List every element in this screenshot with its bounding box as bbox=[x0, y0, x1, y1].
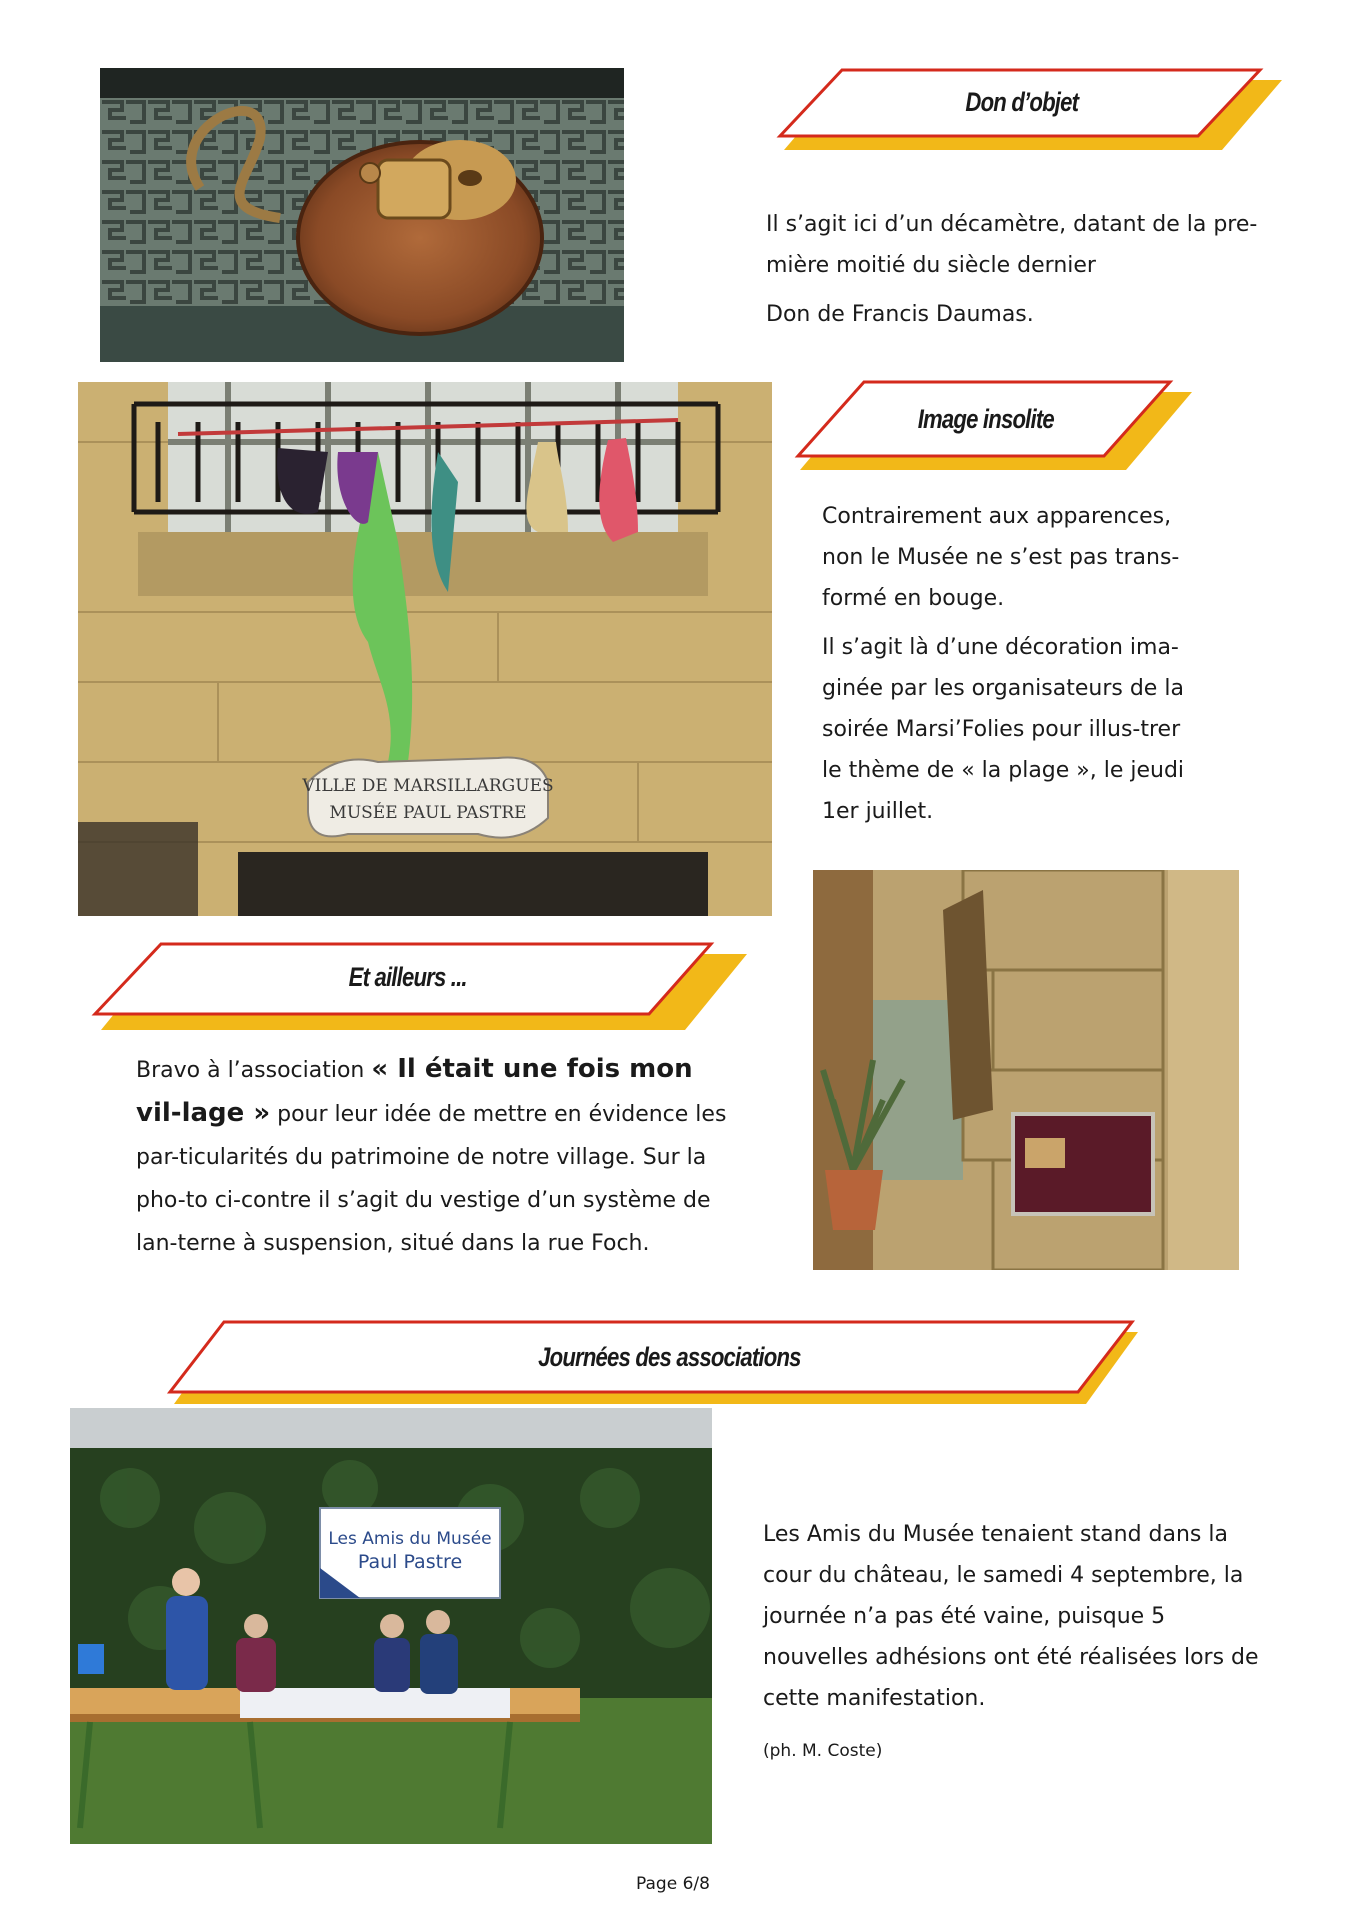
section-title-don-objet: Don d’objet bbox=[965, 86, 1079, 117]
section-banner-et-ailleurs bbox=[95, 944, 745, 1020]
paragraph: Il s’agit là d’une décoration ima-ginée par les organisateurs de la soirée Marsi’Folies pour illus-trer le thème de « la plage », le jeudi 1er juillet. bbox=[822, 635, 1185, 824]
section-title-image-insolite: Image insolite bbox=[917, 403, 1054, 434]
paragraph: Il s’agit ici d’un décamètre, datant de la pre-mière moitié du siècle dernier bbox=[766, 212, 1258, 278]
stand-banner-line-1: Les Amis du Musée bbox=[328, 1529, 492, 1549]
photo-association-stand bbox=[70, 1408, 712, 1844]
paragraph-rest: pour leur idée de mettre en évidence les par-ticularités du patrimoine de notre village. Sur la pho-to ci-contre il s’agit du vestige d’un système de lan-terne à suspension, situé dans la rue Foch. bbox=[136, 1102, 727, 1256]
photo-decametre bbox=[100, 68, 624, 362]
association-name: « Il était une fois mon vil-lage » bbox=[136, 1054, 693, 1128]
section-banner-don-objet bbox=[780, 68, 1280, 144]
photo-museum-balcony bbox=[78, 382, 772, 916]
text-journees bbox=[763, 1514, 1263, 1772]
section-title-journees: Journées des associations bbox=[538, 1341, 801, 1372]
paragraph: Contrairement aux apparences, non le Musée ne s’est pas trans-formé en bouge. bbox=[822, 504, 1180, 611]
section-banner-journees bbox=[170, 1322, 1136, 1392]
section-title-et-ailleurs: Et ailleurs ... bbox=[348, 961, 467, 992]
stand-banner-line-2: Paul Pastre bbox=[357, 1551, 463, 1573]
text-et-ailleurs bbox=[136, 1048, 736, 1265]
photo-credit: (ph. M. Coste) bbox=[763, 1741, 883, 1761]
paragraph: Les Amis du Musée tenaient stand dans la cour du château, le samedi 4 septembre, la journée n’a pas été vaine, puisque 5 nouvelles adhésions ont été réalisées lors de cette manifestation. bbox=[763, 1522, 1259, 1711]
sign-line-2: MUSÉE PAUL PASTRE bbox=[329, 803, 527, 823]
paragraph: Don de Francis Daumas. bbox=[766, 302, 1034, 327]
page-number: Page 6/8 bbox=[636, 1874, 710, 1894]
section-banner-image-insolite bbox=[798, 382, 1190, 464]
text-don-objet bbox=[766, 204, 1276, 335]
photo-lantern-vestige bbox=[813, 870, 1239, 1270]
paragraph-intro: Bravo à l’association bbox=[136, 1058, 365, 1083]
sign-line-1: VILLE DE MARSILLARGUES bbox=[302, 776, 554, 796]
text-image-insolite bbox=[822, 496, 1200, 832]
